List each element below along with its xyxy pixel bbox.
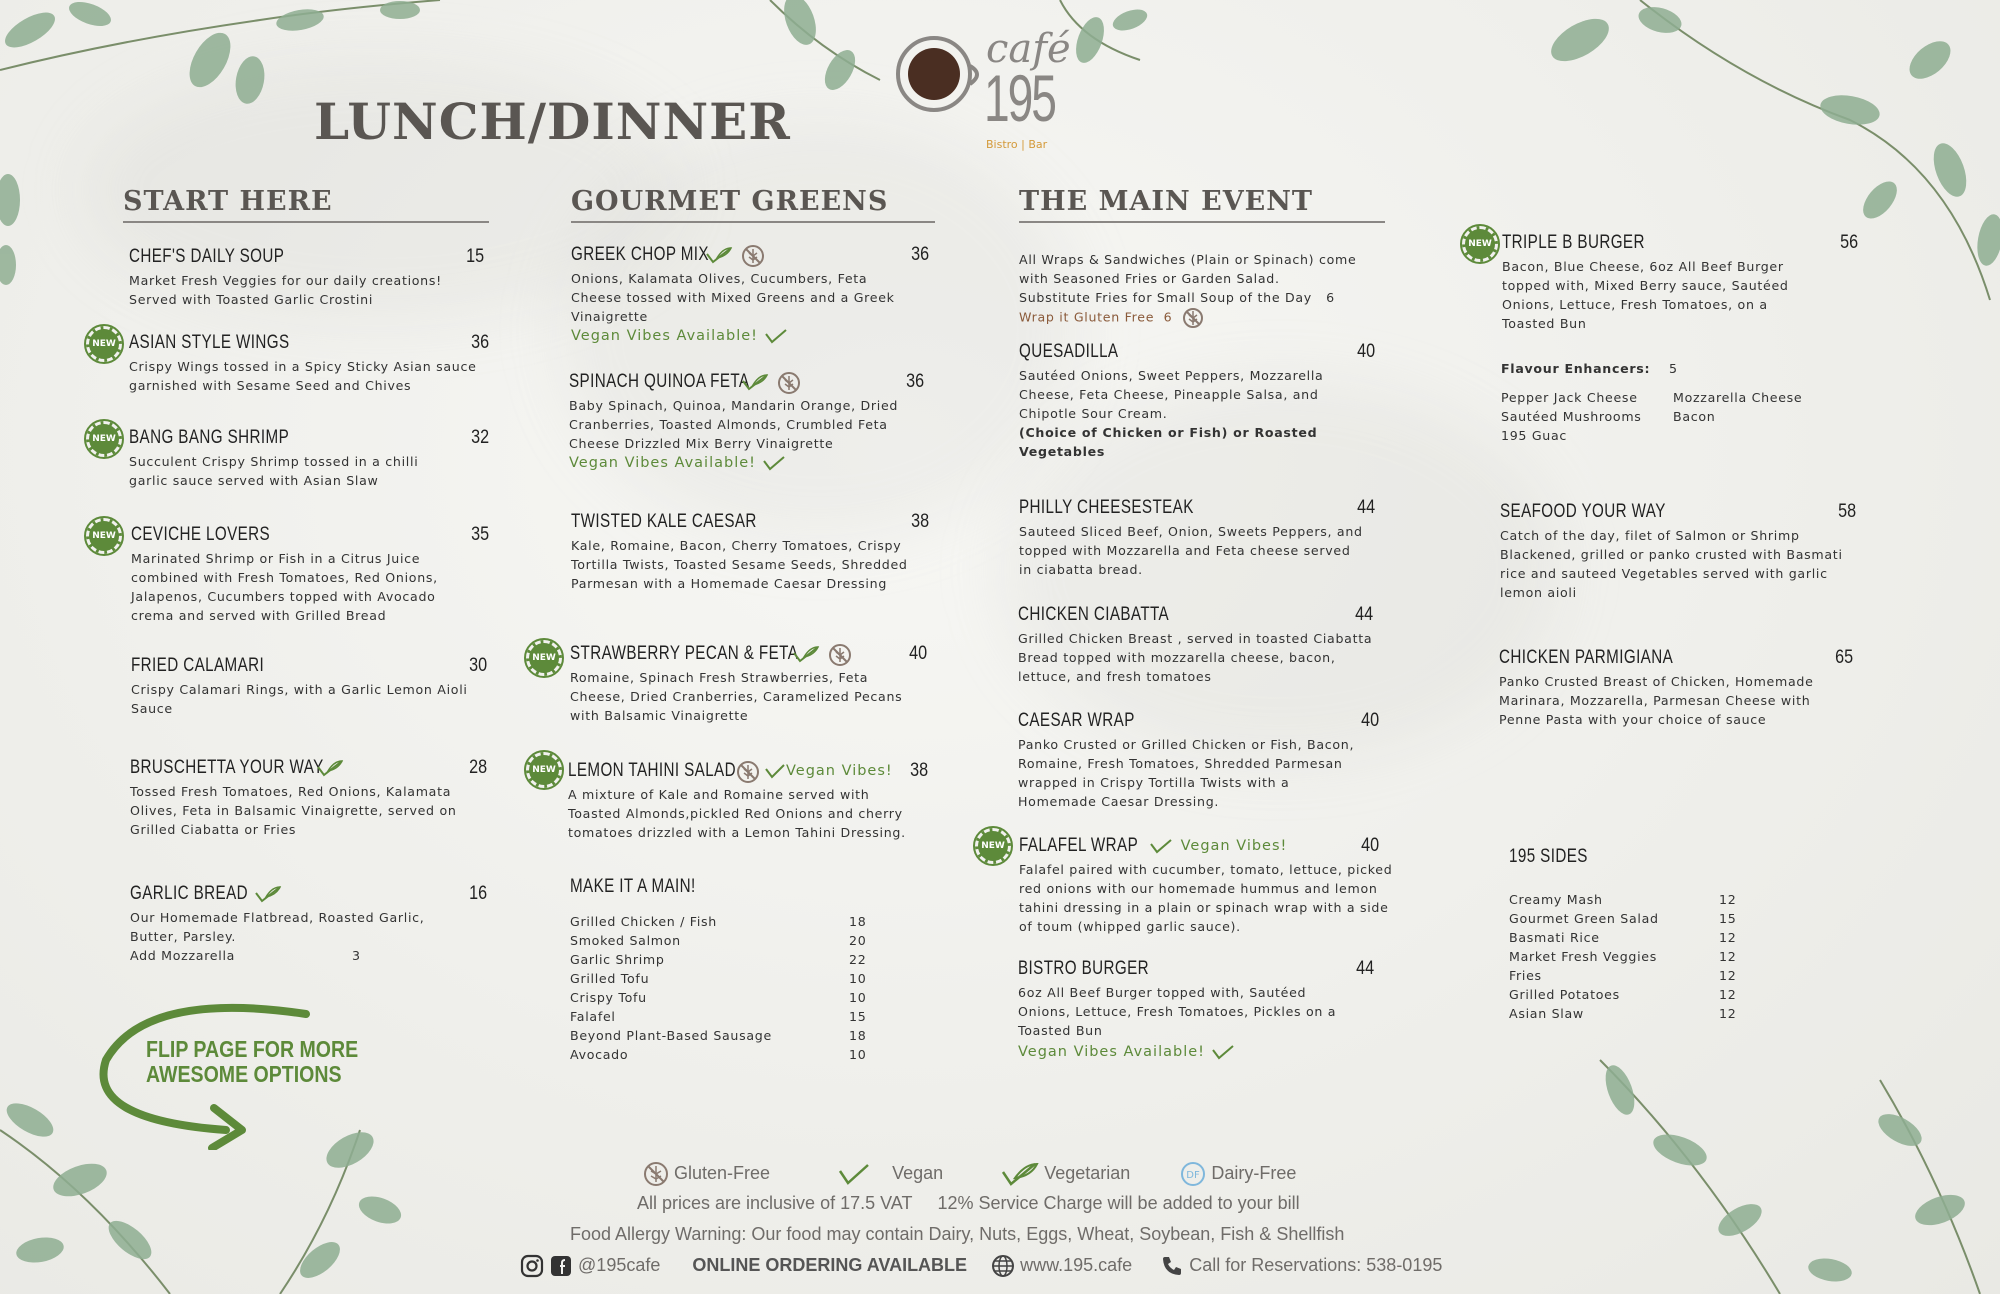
menu-item — [570, 643, 927, 725]
item-name: CHICKEN CIABATTA — [1018, 604, 1170, 625]
item-name: BISTRO BURGER — [1018, 958, 1150, 979]
item-name: GARLIC BREAD — [130, 883, 248, 904]
section-heading-gourmet-greens: GOURMET GREENS — [571, 186, 935, 223]
row-label: Grilled Tofu — [570, 971, 650, 986]
row-price: 12 — [1719, 1006, 1737, 1021]
vegan-vibes-note — [764, 763, 893, 779]
logo-subtitle: Bistro | Bar — [986, 138, 1048, 151]
make-it-a-main — [570, 876, 870, 1064]
intro-substitute — [1019, 288, 1389, 307]
item-name: SPINACH QUINOA FETA — [569, 371, 750, 392]
intro-text: All Wraps & Sandwiches (Plain or Spinach) come with Seasoned Fries or Garden Salad. — [1019, 252, 1357, 286]
enhancer-option: 195 Guac — [1501, 428, 1568, 443]
item-name: CAESAR WRAP — [1018, 710, 1135, 731]
item-price: 36 — [911, 244, 929, 265]
new-badge: NEW — [86, 421, 122, 457]
vegetarian-icon — [254, 885, 282, 903]
addon-price: 3 — [352, 948, 361, 963]
item-name: SEAFOOD YOUR WAY — [1500, 501, 1666, 522]
price-list-row — [1509, 909, 1749, 928]
vegetarian-icon — [316, 759, 344, 777]
item-name: FRIED CALAMARI — [131, 655, 265, 676]
service-charge-note: 12% Service Charge will be added to your bill — [937, 1193, 1300, 1213]
enhancers-heading — [1501, 359, 1821, 378]
enhancers-price: 5 — [1669, 361, 1678, 376]
item-price: 38 — [910, 760, 928, 781]
item-price: 65 — [1835, 647, 1853, 668]
flip-line-2: AWESOME OPTIONS — [146, 1061, 342, 1087]
item-description: Panko Crusted or Grilled Chicken or Fish, Bacon, Romaine, Fresh Tomatoes, Shredded Parmesan wrapped in Crispy Tortilla Twists with a Homemade Caesar Dressing. — [1018, 737, 1355, 809]
row-label: Grilled Chicken / Fish — [570, 914, 717, 929]
menu-item — [1018, 710, 1379, 811]
row-price: 12 — [1719, 892, 1737, 907]
section-heading-main-event: THE MAIN EVENT — [1019, 186, 1385, 223]
item-description: Romaine, Spinach Fresh Strawberries, Feta Cheese, Dried Cranberries, Caramelized Pecans with Balsamic Vinaigrette — [570, 670, 903, 723]
item-name: TWISTED KALE CAESAR — [571, 511, 757, 532]
row-label: Fries — [1509, 968, 1542, 983]
vegan-icon — [838, 1163, 872, 1185]
main-event-intro — [1019, 247, 1389, 329]
row-price: 12 — [1719, 968, 1737, 983]
item-description: Market Fresh Veggies for our daily creations! Served with Toasted Garlic Crostini — [129, 273, 442, 307]
item-price: 40 — [1357, 341, 1375, 362]
menu-item — [1019, 835, 1393, 936]
intro-substitute-price: 6 — [1326, 290, 1335, 305]
cafe-logo — [888, 26, 1071, 156]
sides-heading: 195 SIDES — [1509, 846, 1588, 867]
price-list-row — [570, 988, 870, 1007]
item-name: BANG BANG SHRIMP — [129, 427, 290, 448]
row-price: 20 — [849, 933, 867, 948]
price-list-row — [1509, 947, 1749, 966]
item-description: Panko Crusted Breast of Chicken, Homemade Marinara, Mozzarella, Parmesan Cheese with Penne Pasta with your choice of sauce — [1499, 674, 1814, 727]
enhancers-right-list — [1673, 388, 1802, 426]
enhancer-option: Pepper Jack Cheese — [1501, 390, 1638, 405]
price-list-row — [1509, 966, 1749, 985]
gluten-free-icon — [828, 643, 852, 667]
row-price: 12 — [1719, 987, 1737, 1002]
item-price: 38 — [911, 511, 929, 532]
item-description: Succulent Crispy Shrimp tossed in a chilli garlic sauce served with Asian Slaw — [129, 454, 419, 488]
addon-label: Add Mozzarella — [130, 948, 236, 963]
dietary-legend — [643, 1161, 1296, 1187]
vegan-icon — [764, 328, 788, 344]
vat-note: All prices are inclusive of 17.5 VAT — [637, 1193, 913, 1213]
gluten-free-icon — [777, 371, 801, 395]
gluten-free-wrap-text: Wrap it Gluten Free — [1019, 309, 1155, 325]
row-label: Market Fresh Veggies — [1509, 949, 1657, 964]
globe-icon — [991, 1254, 1015, 1278]
enhancers-label: Flavour Enhancers: — [1501, 361, 1651, 376]
sides-section — [1509, 846, 1749, 1023]
price-list-row — [1509, 928, 1749, 947]
price-list-row — [570, 931, 870, 950]
item-name: LEMON TAHINI SALAD — [568, 760, 736, 781]
pricing-note — [637, 1193, 1300, 1214]
item-price: 30 — [469, 655, 487, 676]
leaves-left-edge-icon — [0, 170, 30, 290]
new-badge: NEW — [526, 752, 562, 788]
facebook-icon[interactable] — [549, 1254, 573, 1278]
item-description: Baby Spinach, Quinoa, Mandarin Orange, Dried Cranberries, Toasted Almonds, Crumbled Feta Cheese Drizzled Mix Berry Vinaigrette — [569, 398, 899, 451]
row-label: Crispy Tofu — [570, 990, 647, 1005]
phone-icon — [1160, 1254, 1184, 1278]
row-label: Asian Slaw — [1509, 1006, 1584, 1021]
row-price: 15 — [1719, 911, 1737, 926]
flip-line-1: FLIP PAGE FOR MORE — [146, 1036, 359, 1062]
enhancer-option: Mozzarella Cheese — [1673, 390, 1803, 405]
legend-vegan: Vegan — [892, 1162, 944, 1183]
dairy-free-mark: DF — [1186, 1170, 1201, 1181]
page-title: LUNCH/DINNER — [314, 92, 791, 151]
menu-item — [129, 427, 489, 490]
item-description: Our Homemade Flatbread, Roasted Garlic, Butter, Parsley. — [130, 910, 425, 944]
item-name: QUESADILLA — [1019, 341, 1119, 362]
enhancer-option: Sautéed Mushrooms — [1501, 409, 1642, 424]
website-link[interactable]: www.195.cafe — [1020, 1254, 1133, 1275]
row-price: 18 — [849, 914, 867, 929]
make-main-heading: MAKE IT A MAIN! — [570, 876, 696, 897]
price-list-row — [570, 969, 870, 988]
vegetarian-icon — [1001, 1162, 1039, 1186]
addon-row — [130, 946, 487, 965]
row-label: Gourmet Green Salad — [1509, 911, 1659, 926]
item-description: A mixture of Kale and Romaine served with Toasted Almonds,pickled Red Onions and cherry tomatoes drizzled with a Lemon Tahini Dressing. — [568, 787, 906, 840]
item-description: Catch of the day, filet of Salmon or Shrimp Blackened, grilled or panko crusted with Basmati rice and sauteed Vegetables served with garlic lemon aioli — [1500, 528, 1843, 600]
enhancers-left-list — [1501, 388, 1642, 445]
item-price: 32 — [471, 427, 489, 448]
item-name: PHILLY CHEESESTEAK — [1019, 497, 1194, 518]
row-label: Smoked Salmon — [570, 933, 681, 948]
vegan-available-note — [569, 455, 924, 471]
row-price: 10 — [849, 1047, 867, 1062]
sides-list — [1509, 890, 1749, 1023]
menu-item — [131, 655, 487, 718]
coffee-cup-icon — [888, 26, 988, 126]
item-description: 6oz All Beef Burger topped with, Sautéed Onions, Lettuce, Fresh Tomatoes, Pickles on a Toasted Bun — [1018, 985, 1337, 1038]
item-price: 44 — [1356, 958, 1374, 979]
gluten-free-icon — [643, 1161, 669, 1187]
menu-item — [569, 371, 924, 471]
dairy-free-icon — [1180, 1161, 1206, 1187]
row-label: Basmati Rice — [1509, 930, 1600, 945]
item-name: BRUSCHETTA YOUR WAY — [130, 757, 324, 778]
item-price: 40 — [909, 643, 927, 664]
item-name: STRAWBERRY PECAN & FETA — [570, 643, 799, 664]
menu-item — [1499, 647, 1853, 729]
item-price: 40 — [1361, 710, 1379, 731]
allergy-warning: Food Allergy Warning: Our food may contain Dairy, Nuts, Eggs, Wheat, Soybean, Fish & Shellfish — [570, 1224, 1345, 1244]
item-price: 36 — [906, 371, 924, 392]
price-list-row — [570, 1026, 870, 1045]
menu-item — [1500, 501, 1856, 602]
menu-item — [130, 883, 487, 965]
social-handle[interactable]: @195cafe — [578, 1254, 661, 1275]
row-price: 12 — [1719, 949, 1737, 964]
item-description: Marinated Shrimp or Fish in a Citrus Juice combined with Fresh Tomatoes, Red Onions, Jalapenos, Cucumbers topped with Avocado crema and served with Grilled Bread — [131, 551, 438, 623]
item-name: ASIAN STYLE WINGS — [129, 332, 290, 353]
vegan-icon — [762, 455, 786, 471]
menu-item — [1019, 497, 1375, 579]
legend-gluten-free: Gluten-Free — [674, 1162, 771, 1183]
vegan-available-text: Vegan Vibes Available! — [571, 328, 758, 344]
gluten-free-wrap-note — [1019, 307, 1389, 329]
menu-item — [1502, 232, 1858, 333]
price-list-row — [570, 1007, 870, 1026]
contact-bar — [520, 1254, 1442, 1278]
new-badge: NEW — [86, 326, 122, 362]
vegetarian-icon — [705, 246, 733, 264]
price-list-row — [570, 1045, 870, 1064]
instagram-icon[interactable] — [520, 1254, 544, 1278]
enhancer-option: Bacon — [1673, 409, 1716, 424]
reservations-phone[interactable]: Call for Reservations: 538-0195 — [1189, 1254, 1443, 1275]
item-price: 16 — [469, 883, 487, 904]
row-label: Creamy Mash — [1509, 892, 1603, 907]
menu-item — [1018, 958, 1374, 1060]
item-price: 28 — [469, 757, 487, 778]
online-ordering: ONLINE ORDERING AVAILABLE — [692, 1254, 968, 1275]
item-price: 56 — [1840, 232, 1858, 253]
flip-page-note — [146, 1037, 358, 1087]
section-heading-start-here: START HERE — [123, 186, 489, 223]
row-price: 22 — [849, 952, 867, 967]
vegan-available-note — [1018, 1044, 1374, 1060]
gluten-free-icon — [736, 760, 760, 784]
row-label: Falafel — [570, 1009, 616, 1024]
gluten-free-icon — [741, 244, 765, 268]
price-list-row — [1509, 985, 1749, 1004]
row-label: Grilled Potatoes — [1509, 987, 1620, 1002]
vegan-available-text: Vegan Vibes Available! — [1018, 1044, 1205, 1060]
row-label: Beyond Plant-Based Sausage — [570, 1028, 772, 1043]
item-price: 36 — [471, 332, 489, 353]
item-name: FALAFEL WRAP — [1019, 835, 1139, 856]
vegan-vibes-text: Vegan Vibes! — [1180, 838, 1288, 854]
vegetarian-icon — [792, 645, 820, 663]
legend-dairy-free: Dairy-Free — [1211, 1162, 1297, 1183]
vegetarian-icon — [741, 373, 769, 391]
item-description: Grilled Chicken Breast , served in toasted Ciabatta Bread topped with mozzarella cheese, bacon, lettuce, and fresh tomatoes — [1018, 631, 1373, 684]
item-name: CHEF'S DAILY SOUP — [129, 246, 285, 267]
row-price: 12 — [1719, 930, 1737, 945]
menu-item — [131, 524, 489, 625]
item-description: Sautéed Onions, Sweet Peppers, Mozzarella Cheese, Feta Cheese, Pineapple Salsa, and Chipotle Sour Cream. — [1019, 368, 1324, 421]
leaves-bottom-right-icon — [1580, 1040, 2000, 1294]
item-price: 40 — [1361, 835, 1379, 856]
row-price: 18 — [849, 1028, 867, 1043]
item-price: 35 — [471, 524, 489, 545]
gluten-free-icon — [1182, 307, 1204, 329]
item-name: CEVICHE LOVERS — [131, 524, 271, 545]
item-price: 44 — [1355, 604, 1373, 625]
menu-item — [571, 511, 929, 593]
legend-vegetarian: Vegetarian — [1044, 1162, 1131, 1183]
item-price: 15 — [466, 246, 484, 267]
row-price: 15 — [849, 1009, 867, 1024]
item-description: Bacon, Blue Cheese, 6oz All Beef Burger topped with, Mixed Berry sauce, Sautéed Onions, Lettuce, Fresh Tomatoes, on a Toasted Bun — [1502, 259, 1789, 331]
item-choice: (Choice of Chicken or Fish) or Roasted Vegetables — [1019, 425, 1318, 459]
make-main-list — [570, 912, 870, 1064]
menu-item — [129, 332, 489, 395]
vegan-icon — [1149, 838, 1175, 854]
price-list-row — [1509, 890, 1749, 909]
row-price: 10 — [849, 990, 867, 1005]
item-description: Falafel paired with cucumber, tomato, lettuce, picked red onions with our homemade hummus and lemon tahini dressing in a plain or spinach wrap with a side of toum (whipped garlic sauce). — [1019, 862, 1393, 934]
new-badge: NEW — [1462, 226, 1498, 262]
vegan-available-text: Vegan Vibes Available! — [569, 455, 756, 471]
new-badge: NEW — [86, 518, 122, 554]
row-label: Avocado — [570, 1047, 629, 1062]
gluten-free-wrap-price: 6 — [1163, 309, 1173, 325]
vegan-icon — [1211, 1044, 1235, 1060]
item-name: CHICKEN PARMIGIANA — [1499, 647, 1674, 668]
row-price: 10 — [849, 971, 867, 986]
item-name: TRIPLE B BURGER — [1502, 232, 1645, 253]
menu-item — [1019, 341, 1375, 461]
item-price: 44 — [1357, 497, 1375, 518]
item-description: Crispy Wings tossed in a Spicy Sticky Asian sauce garnished with Sesame Seed and Chives — [129, 359, 477, 393]
item-description: Onions, Kalamata Olives, Cucumbers, Feta Cheese tossed with Mixed Greens and a Greek Vinaigrette — [571, 271, 895, 324]
price-list-row — [570, 912, 870, 931]
intro-substitute-text: Substitute Fries for Small Soup of the Day — [1019, 290, 1312, 305]
row-label: Garlic Shrimp — [570, 952, 665, 967]
menu-item — [1018, 604, 1373, 686]
item-description: Crispy Calamari Rings, with a Garlic Lemon Aioli Sauce — [131, 682, 468, 716]
item-description: Kale, Romaine, Bacon, Cherry Tomatoes, Crispy Tortilla Twists, Toasted Sesame Seeds, Shredded Parmesan with a Homemade Caesar Dressing — [571, 538, 908, 591]
vegan-available-note — [571, 328, 929, 344]
item-name: GREEK CHOP MIX — [571, 244, 709, 265]
vegan-icon — [764, 763, 786, 779]
logo-cafe-text: café — [986, 26, 1071, 72]
menu-item — [129, 246, 484, 309]
menu-item — [571, 244, 929, 344]
price-list-row — [570, 950, 870, 969]
vegan-vibes-note — [1149, 838, 1287, 854]
new-badge: NEW — [526, 640, 562, 676]
item-description: Tossed Fresh Tomatoes, Red Onions, Kalamata Olives, Feta in Balsamic Vinaigrette, served on Grilled Ciabatta or Fries — [130, 784, 457, 837]
item-description: Sauteed Sliced Beef, Onion, Sweets Peppers, and topped with Mozzarella and Feta cheese served in ciabatta bread. — [1019, 524, 1363, 577]
new-badge: NEW — [975, 828, 1011, 864]
logo-number: 195 — [984, 61, 1055, 135]
menu-item — [130, 757, 487, 839]
price-list-row — [1509, 1004, 1749, 1023]
item-price: 58 — [1838, 501, 1856, 522]
flavour-enhancers — [1501, 356, 1821, 452]
menu-item — [568, 760, 928, 842]
vegan-vibes-text: Vegan Vibes! — [786, 763, 893, 779]
